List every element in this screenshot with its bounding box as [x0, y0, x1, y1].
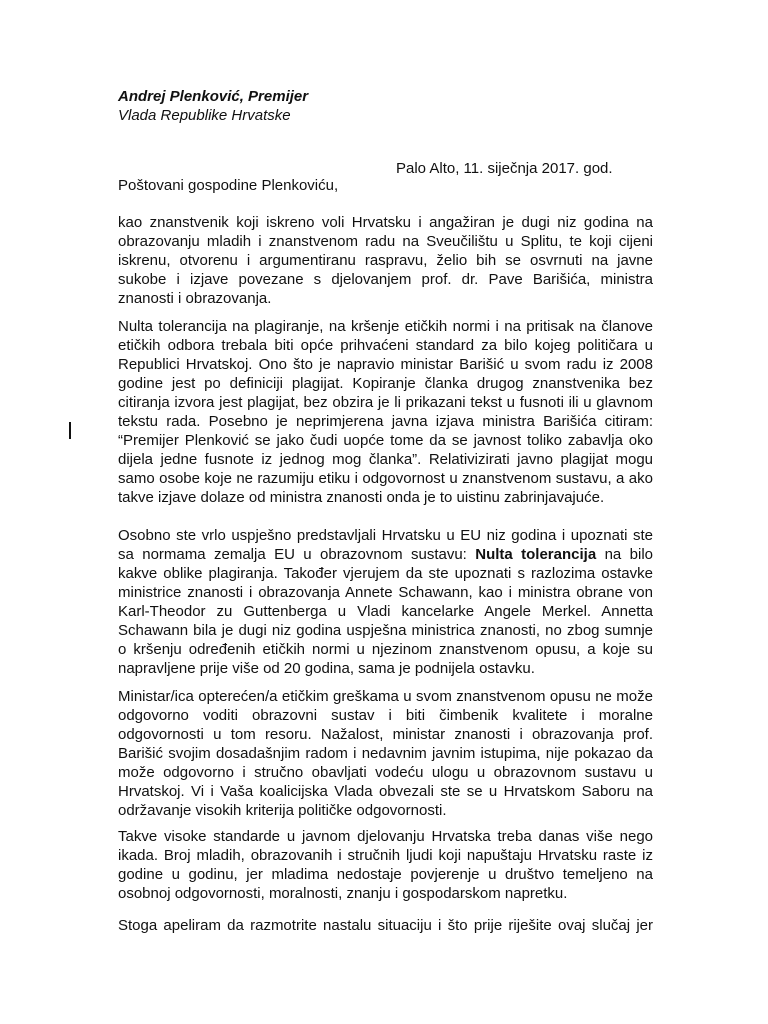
paragraph-5: Takve visoke standarde u javnom djelovanju Hrvatska treba danas više nego ikada. Broj mladih, obrazovanih i stručnih ljudi koji napuštaju Hrvatsku raste iz godine u godinu, jer mladima nedostaje povjerenje u društvo temeljeno na osobnoj odgovornosti, moralnosti, znanju i gospodarskom napretku.: [118, 828, 653, 902]
paragraph-3-emphasis: Nulta tolerancija: [475, 546, 597, 563]
date-line: Palo Alto, 11. siječnja 2017. god.: [396, 160, 613, 177]
paragraph-6: Stoga apeliram da razmotrite nastalu situaciju i što prije riješite ovaj slučaj jer: [118, 917, 653, 934]
text-cursor: [69, 422, 71, 439]
paragraph-1: kao znanstvenik koji iskreno voli Hrvatsku i angažiran je dugi niz godina na obrazovanju mladih i znanstvenom radu na Sveučilištu u Splitu, te koji cijeni iskrenu, otvorenu i argumentiranu raspravu, želio bih se osvrnuti na javne sukobe i izjave povezane s djelovanjem prof. dr. Pave Barišića, ministra znanosti i obrazovanja.: [118, 214, 653, 307]
recipient-name: Andrej Plenković, Premijer: [118, 88, 309, 105]
paragraph-2: Nulta tolerancija na plagiranje, na kršenje etičkih normi i na pritisak na članove etičkih odbora trebala biti opće prihvaćeni standard za bilo kojeg političara u Republici Hrvatskoj. Ono što je napravio ministar Barišić u svom radu iz 2008 godine jest po definiciji plagijat. Kopiranje članka drugog znanstvenika bez citiranja izvora jest plagijat, bez obzira je li prikazani tekst u fusnoti ili u glavnom tekstu rada. Posebno je neprimjerena javna izjava ministra Barišića citiram: “Premijer Plenković se jako čudi uopće tome da se javnost toliko zabavlja oko dijela jedne fusnote iz jednog mog članka”. Relativizirati javno plagijat mogu samo osobe koje ne razumiju etiku i odgovornost u znanstvenom sustavu, a ako takve izjave dolaze od ministra znanosti onda je to uistinu zabrinjavajuće.: [118, 318, 653, 506]
paragraph-3: [118, 526, 653, 678]
paragraph-4: Ministar/ica opterećen/a etičkim greškama u svom znanstvenom opusu ne može odgovorno voditi obrazovni sustav i biti čimbenik kvalitete i moralne odgovornosti u tom resoru. Nažalost, ministar znanosti i obrazovanja prof. Barišić svojim dosadašnjim radom i nedavnim javnim istupima, nije pokazao da može odgovorno i stručno obavljati vodeću ulogu u obrazovnom sustavu u Hrvatskoj. Vi i Vaša koalicijska Vlada obvezali ste se u Hrvatskom Saboru na održavanje visokih kriterija političke odgovornosti.: [118, 688, 653, 819]
paragraph-3-start: Osobno ste vrlo uspješno predstavljali Hrvatsku u EU niz godina i upoznati ste sa normama zemalja EU u obrazovnom sustavu:: [118, 527, 653, 563]
recipient-block: [118, 87, 308, 125]
recipient-organization: Vlada Republike Hrvatske: [118, 107, 291, 124]
paragraph-3-end: na bilo kakve oblike plagiranja. Također vjerujem da ste upoznati s razlozima ostavke ministrice znanosti i obrazovanja Annete Schawann, kao i ministra obrane von Karl-Theodor zu Guttenberga u Vladi kancelarke Angele Merkel. Annetta Schawann bila je dugi niz godina uspješna ministrica znanosti, no zbog sumnje o kršenju određenih etičkih normi u njezinom znanstvenom opusu, a koje su napravljene prije više od 20 godina, sama je podnijela ostavku.: [118, 546, 653, 677]
greeting: Poštovani gospodine Plenkoviću,: [118, 177, 339, 194]
